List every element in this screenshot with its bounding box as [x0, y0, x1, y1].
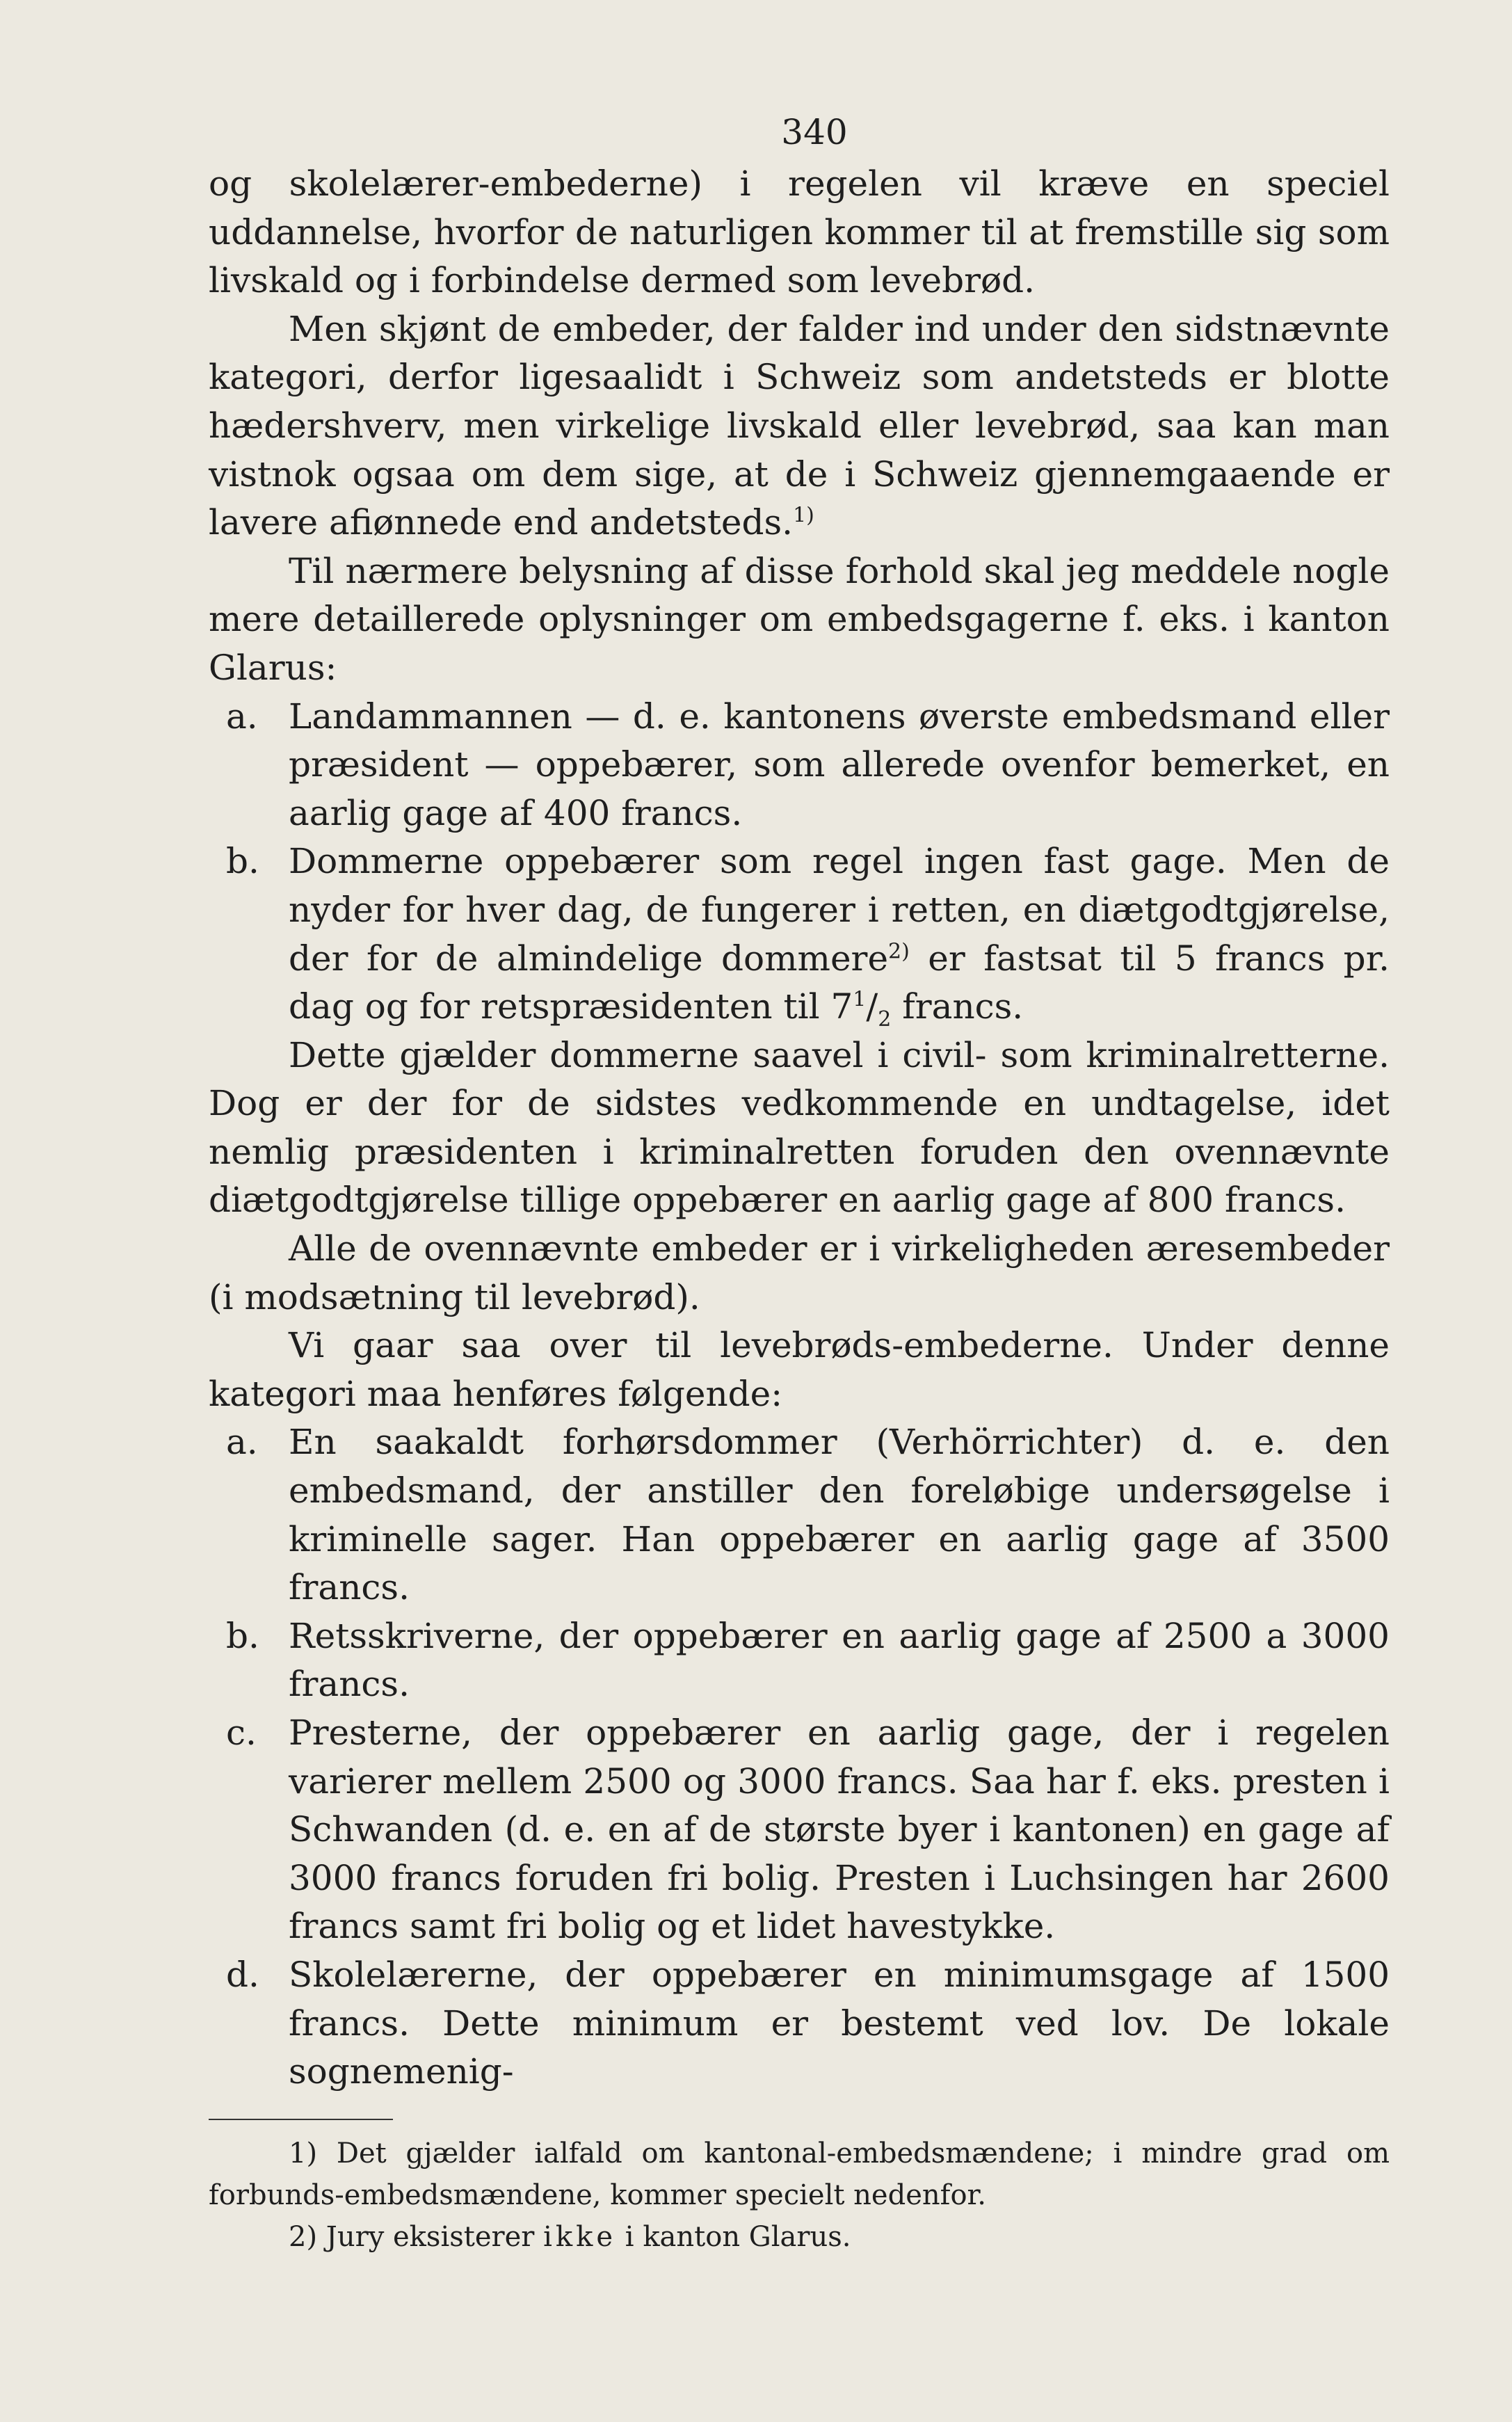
footnote-ref-1: 1) — [793, 503, 814, 528]
list-item-text: Presterne, der oppebærer en aarlig gage, der i regelen varierer mellem 2500 og 3000 francs. Saa har f. eks. presten i Schwanden (d. e. en af de største byer i kantonen) en gage af 3000 francs foruden fri bolig. Presten i Luchsingen har 2600 francs samt fri bolig og et lidet havestykke. — [289, 1713, 1390, 1947]
list-marker: a. — [226, 696, 258, 737]
paragraph-1: og skolelærer-embederne) i regelen vil kræve en speciel uddannelse, hvorfor de naturligen kommer til at fremstille sig som livskald og i forbindelse dermed som levebrød. — [209, 163, 1390, 301]
list-item-text: Retsskriverne, der oppebærer en aarlig gage af 2500 a 3000 francs. — [289, 1615, 1390, 1705]
book-page — [209, 104, 1390, 2258]
list-item-text-part-2: er fastsat til 5 francs pr. dag og for retspræsidenten til 7 — [289, 938, 1390, 1027]
fraction-denominator: 2 — [878, 1007, 892, 1032]
footnotes — [209, 2133, 1390, 2258]
footnote-marker: 1) — [289, 2137, 318, 2170]
list-marker: c. — [226, 1713, 257, 1753]
list-marker: d. — [226, 1954, 259, 1995]
list-item-b — [209, 837, 1390, 1031]
footnote-ref-2: 2) — [888, 938, 910, 963]
footnote-text-part-1: Jury eksisterer — [317, 2220, 544, 2253]
list-item-a — [209, 693, 1390, 838]
page-number: 340 — [781, 112, 848, 152]
list-item-text-part-1: Dommerne oppebærer som regel ingen fast gage. Men de nyder for hver dag, de fungerer i retten, en diætgodtgjørelse, der for de almindelige dommere — [289, 841, 1390, 979]
list-item-text: En saakaldt forhørsdommer (Verhörrichter) d. e. den embedsmand, der anstiller den foreløbige undersøgelse i kriminelle sager. Han oppebærer en aarlig gage af 3500 francs. — [289, 1422, 1390, 1608]
fraction-numerator: 1 — [853, 987, 867, 1012]
list-item-text-part-3: francs. — [891, 986, 1024, 1027]
list-item-d — [209, 1951, 1390, 2096]
list-item-text: Landammannen — d. e. kantonens øverste embedsmand eller præsident — oppebærer, som allerede ovenfor bemerket, en aarlig gage af 400 francs. — [289, 696, 1390, 833]
footnote-marker: 2) — [289, 2220, 318, 2253]
list-marker: b. — [226, 1615, 259, 1656]
footnote-divider — [209, 2119, 393, 2120]
paragraph-2-text: Men skjønt de embeder, der falder ind under den sidstnævnte kategori, derfor ligesaalidt i Schweiz som andetsteds er blotte hædershverv, men virkelige livskald eller levebrød, saa kan man vistnok ogsaa om dem sige, at de i Schweiz gjennemgaaende er lavere afiønnede end andetsteds. — [209, 308, 1390, 543]
footnote-2 — [209, 2216, 1390, 2258]
paragraph-2 — [209, 305, 1390, 547]
footnote-text-part-2: i kanton Glarus. — [616, 2220, 851, 2253]
list-marker: a. — [226, 1422, 258, 1463]
fraction-separator: / — [866, 986, 878, 1027]
paragraph-5: Alle de ovennævnte embeder er i virkeligheden æresembeder (i modsætning til levebrød). — [209, 1228, 1390, 1317]
paragraph-4: Dette gjælder dommerne saavel i civil- som kriminalretterne. Dog er der for de sidstes vedkommende en undtagelse, idet nemlig præsidenten i kriminalretten foruden den ovennævnte diætgodtgjørelse tillige oppebærer en aarlig gage af 800 francs. — [209, 1034, 1390, 1221]
footnote-emphasis: ikke — [543, 2220, 617, 2253]
list-item-c — [209, 1709, 1390, 1951]
paragraph-6: Vi gaar saa over til levebrøds-embederne. Under denne kategori maa henføres følgende: — [209, 1325, 1390, 1414]
footnote-text: Det gjælder ialfald om kantonal-embedsmændene; i mindre grad om forbunds-embedsmændene, kommer specielt nedenfor. — [209, 2137, 1390, 2211]
body-text — [209, 160, 1390, 2096]
footnote-1 — [209, 2133, 1390, 2216]
list-item-text: Skolelærerne, der oppebærer en minimumsgage af 1500 francs. Dette minimum er bestemt ved lov. De lokale sognemenig- — [289, 1954, 1390, 2092]
list-item-a — [209, 1418, 1390, 1612]
paragraph-3: Til nærmere belysning af disse forhold skal jeg meddele nogle mere detaillerede oplysninger om embedsgagerne f. eks. i kanton Glarus: — [209, 550, 1390, 688]
list-marker: b. — [226, 841, 259, 882]
list-item-b — [209, 1612, 1390, 1709]
